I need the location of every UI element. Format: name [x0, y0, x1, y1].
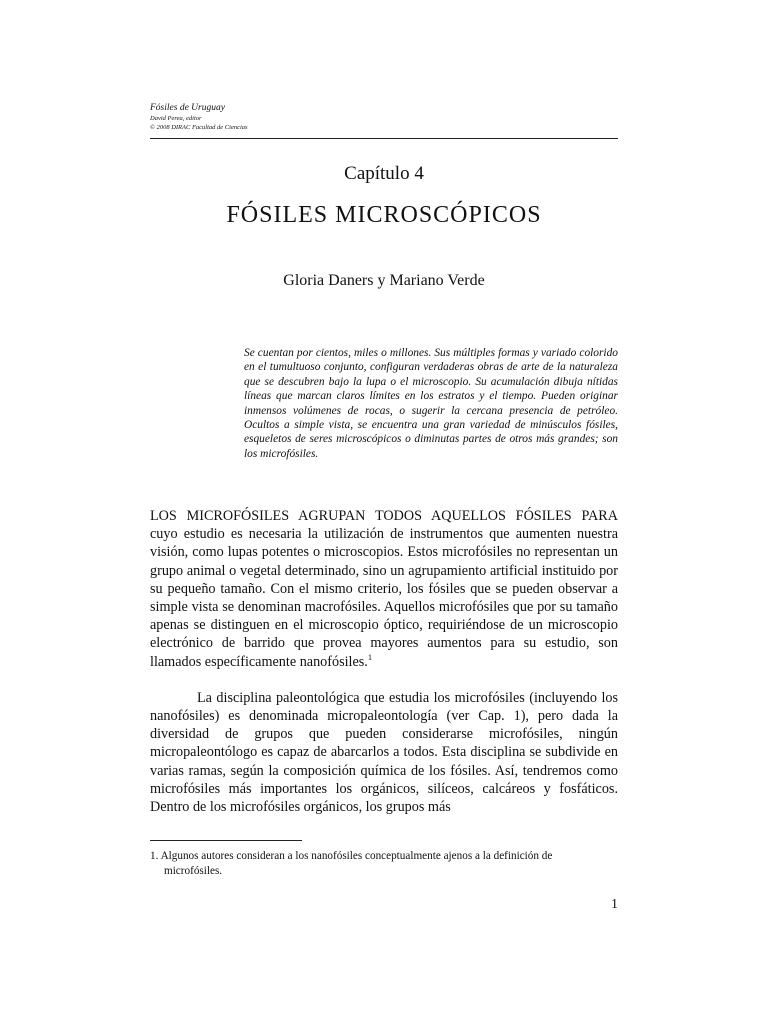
chapter-authors: Gloria Daners y Mariano Verde — [283, 272, 485, 289]
running-header — [150, 104, 618, 133]
page-number: 1 — [611, 897, 618, 912]
book-editor: David Perea, editor — [150, 114, 202, 122]
footnote-line-1: 1. Algunos autores consideran a los nanofósiles conceptualmente ajenos a la definición de — [150, 850, 553, 862]
body-text — [150, 507, 618, 816]
footnote-marker: 1 — [367, 651, 373, 662]
chapter-label: Capítulo 4 — [344, 163, 424, 184]
footnote — [150, 849, 618, 879]
paragraph-1-text: cuyo estudio es necesaria la utilización de instrumentos que aumenten nuestra visión, como lupas potentes o microscopios. Estos microfósiles no representan un grupo animal o vegetal determinado, sino un agrupamiento artificial instituido por su pequeño tamaño. Con el mismo criterio, los fósiles que se pueden observar a simple vista se denominan macrofósiles. Aquellos microfósiles que por su tamaño apenas se distinguen en el microscopio óptico, requiriéndose de un microscopio electrónico de barrido que provea mayores aumentos para su estudio, son llamados específicamente nanofósiles. — [150, 526, 618, 670]
paragraph-2: La disciplina paleontológica que estudia los microfósiles (incluyendo los nanofósiles) es denominada micropaleontología (ver Cap. 1), pero dada la diversidad de grupos que pueden considerarse microfósiles, ningún micropaleontólogo es capaz de abarcarlos a todos. Esta disciplina se subdivide en varias ramas, según la composición química de los fósiles. Así, tendremos como microfósiles más importantes los orgánicos, silíceos, calcáreos y fosfáticos. Dentro de los microfósiles orgánicos, los grupos más — [150, 689, 618, 816]
paragraph-1 — [150, 507, 618, 671]
footnote-line-2: microfósiles. — [164, 865, 223, 877]
abstract: Se cuentan por cientos, miles o millones. Sus múltiples formas y variado colorido en el tumultuoso conjunto, configuran verdaderas obras de arte de la naturaleza que se descubren bajo la lupa o el microscopio. Su acumulación dibuja nítidas líneas que marcan claros límites en los estratos y el tiempo. Pueden originar inmensos volúmenes de rocas, o sugerir la cercana presencia de petróleo. Ocultos a simple vista, se encuentra una gran variedad de minúsculos fósiles, esqueletos de seres microscópicos o diminutas partes de otros más grandes; son los microfósiles. — [244, 347, 618, 460]
header-rule — [150, 138, 618, 139]
book-title: Fósiles de Uruguay — [150, 103, 225, 113]
footnote-rule — [150, 840, 302, 841]
book-copyright: © 2008 DIRAC Facultad de Ciencias — [150, 124, 248, 131]
chapter-title: FÓSILES MICROSCÓPICOS — [226, 202, 542, 228]
paragraph-1-lead: LOS MICROFÓSILES AGRUPAN TODOS AQUELLOS FÓSILES PARA — [150, 508, 618, 524]
